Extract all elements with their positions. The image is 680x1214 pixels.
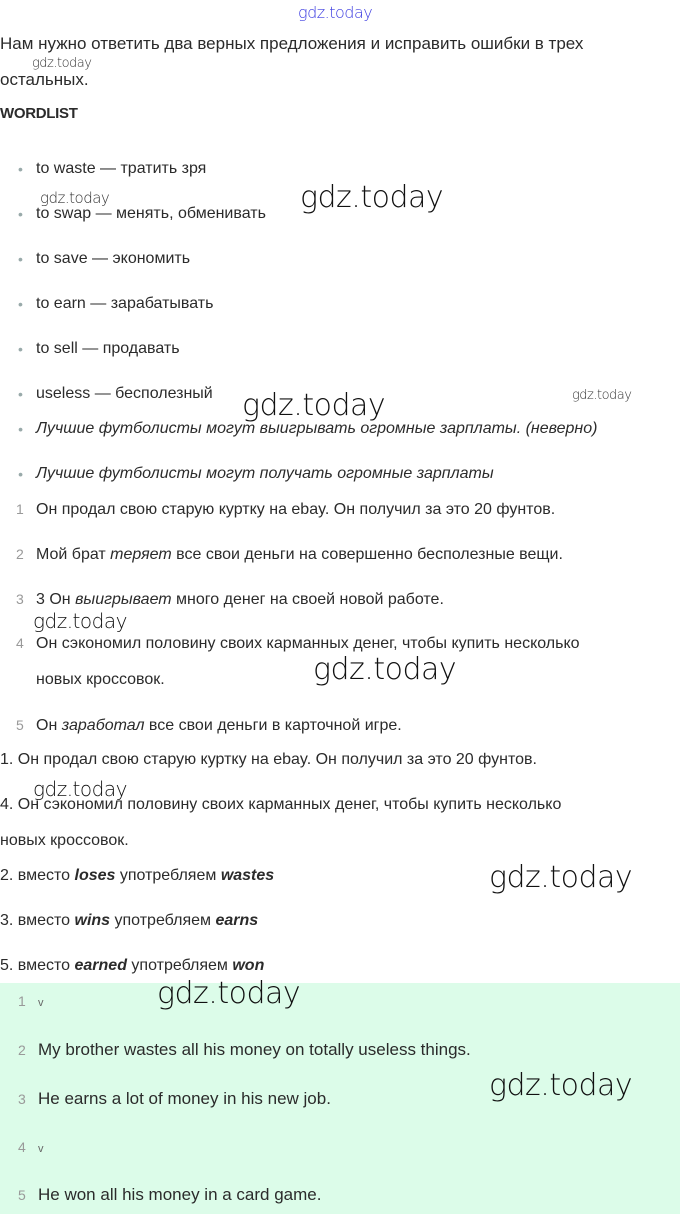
fix-5: 5. вместо earned употребляем won [0, 957, 265, 974]
watermark: gdz.today [489, 1068, 633, 1103]
statement-item: • Лучшие футболисты могут получать огромные зарплаты [18, 465, 494, 482]
watermark: gdz.today [33, 777, 127, 801]
intro-line-2: остальных. [0, 70, 89, 89]
watermark: gdz.today [157, 976, 301, 1011]
watermark: gdz.today [572, 388, 632, 403]
numbered-item: 2 Мой брат теряет все свои деньги на совершенно бесполезные вещи. [16, 546, 563, 563]
check-mark-icon: v [38, 997, 44, 1009]
answer-4: 4. Он сэкономил половину своих карманных денег, чтобы купить несколько [0, 796, 562, 813]
watermark: gdz.today [489, 860, 633, 895]
wordlist-heading: WORDLIST [0, 105, 78, 122]
watermark: gdz.today [298, 3, 373, 22]
key-item: 3 He earns a lot of money in his new job. [18, 1089, 331, 1108]
key-item: 2 My brother wastes all his money on totally useless things. [18, 1040, 471, 1059]
wordlist-item: • to earn — зарабатывать [18, 295, 214, 312]
numbered-item: 1 Он продал свою старую куртку на ebay. Он получил за это 20 фунтов. [16, 501, 556, 518]
watermark: gdz.today [40, 189, 110, 207]
watermark: gdz.today [313, 652, 457, 687]
wordlist-item: • to waste — тратить зря [18, 160, 207, 177]
key-item: 1 v [18, 993, 44, 1009]
numbered-item-continuation: новых кроссовок. [36, 671, 165, 688]
wordlist-item: • to sell — продавать [18, 340, 180, 357]
wordlist-item: • to save — экономить [18, 250, 191, 267]
numbered-item: 4 Он сэкономил половину своих карманных денег, чтобы купить несколько [16, 635, 580, 652]
statement-item: • Лучшие футболисты могут выигрывать огромные зарплаты. (неверно) [18, 420, 598, 437]
wordlist-item: • to swap — менять, обменивать [18, 205, 266, 222]
watermark: gdz.today [32, 56, 92, 71]
watermark: gdz.today [242, 388, 386, 423]
fix-3: 3. вместо wins употребляем earns [0, 912, 259, 929]
watermark: gdz.today [300, 180, 444, 215]
numbered-item: 3 3 Он выигрывает много денег на своей новой работе. [16, 591, 444, 608]
check-mark-icon: v [38, 1143, 44, 1155]
watermark: gdz.today [33, 609, 127, 633]
answer-4-continuation: новых кроссовок. [0, 832, 129, 849]
key-item: 4 v [18, 1139, 44, 1155]
numbered-item: 5 Он заработал все свои деньги в карточной игре. [16, 717, 402, 734]
fix-2: 2. вместо loses употребляем wastes [0, 867, 275, 884]
answer-1: 1. Он продал свою старую куртку на ebay. Он получил за это 20 фунтов. [0, 751, 537, 768]
wordlist-item: • useless — бесполезный [18, 385, 213, 402]
intro-line-1: Нам нужно ответить два верных предложения и исправить ошибки в трех [0, 34, 584, 53]
key-item: 5 He won all his money in a card game. [18, 1185, 322, 1204]
